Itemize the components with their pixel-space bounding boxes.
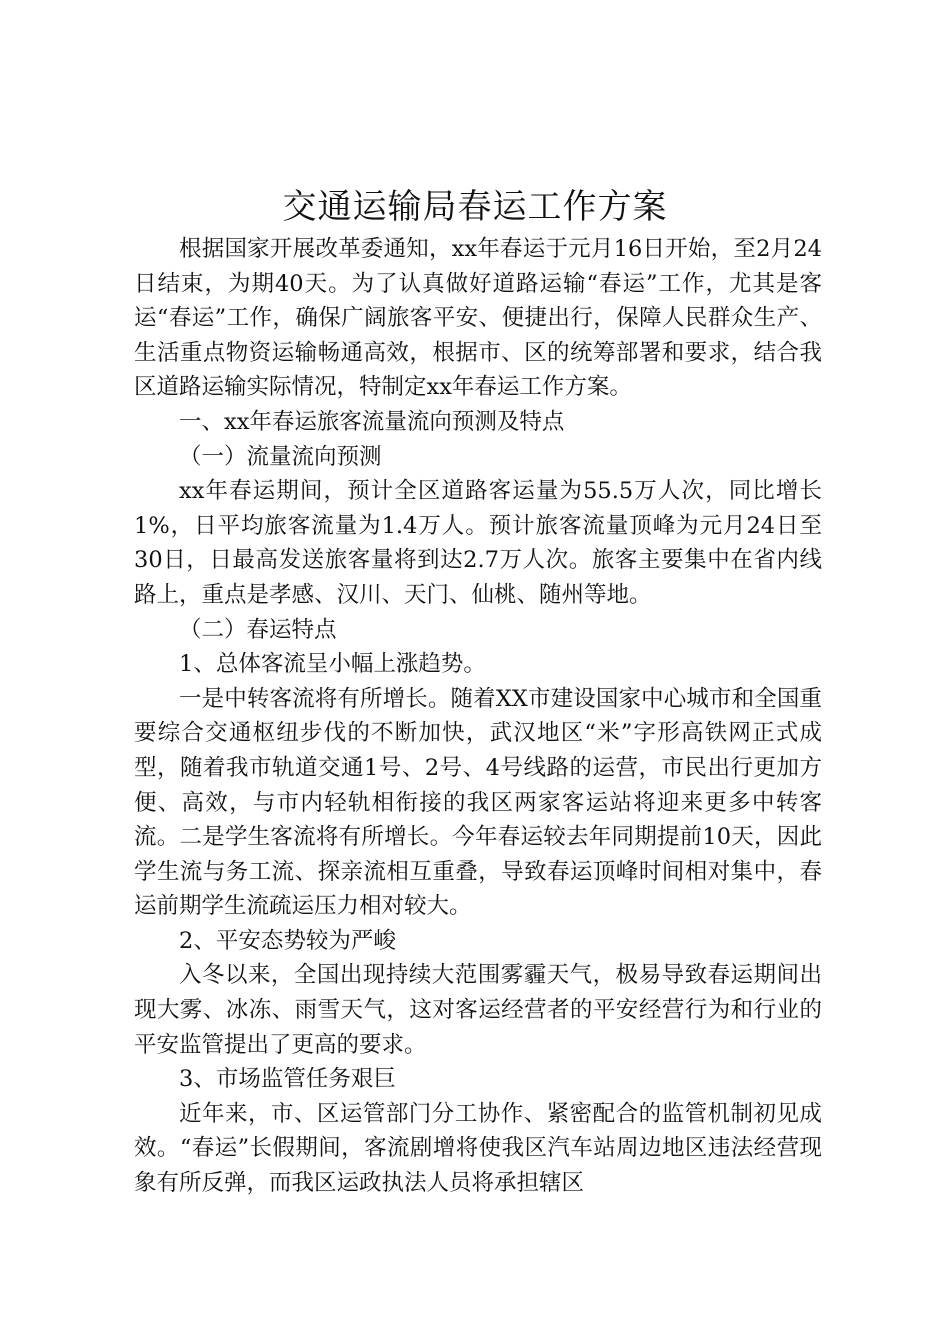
subsection-heading-forecast: （一）流量流向预测 xyxy=(179,443,382,470)
forecast-paragraph: xx年春运期间，预计全区道路客运量为55.5万人次，同比增长1%，日平均旅客流量为1.4万人。预计旅客流量顶峰为元月24日至30日，日最高发送旅客量将到达2.7万人次。旅客主要集中在省内线路上，重点是孝感、汉川、天门、仙桃、随州等地。 xyxy=(134,478,822,608)
subsection-heading-features: （二）春运特点 xyxy=(179,616,337,643)
document-body xyxy=(134,232,822,1201)
document-title: 交通运输局春运工作方案 xyxy=(282,187,668,227)
feature-paragraph-3: 近年来，市、区运管部门分工协作、紧密配合的监管机制初见成效。“春运”长假期间，客流剧增将使我区汽车站周边地区违法经营现象有所反弹，而我区运政执法人员将承担辖区 xyxy=(134,1100,822,1197)
feature-paragraph-1: 一是中转客流将有所增长。随着XX市建设国家中心城市和全国重要综合交通枢纽步伐的不断加快，武汉地区“米”字形高铁网正式成型，随着我市轨道交通1号、2号、4号线路的运营，市民出行更加方便、高效，与市内轻轨相衔接的我区两家客运站将迎来更多中转客流。二是学生客流将有所增长。今年春运较去年同期提前10天，因此学生流与务工流、探亲流相互重叠，导致春运顶峰时间相对集中，春运前期学生流疏运压力相对较大。 xyxy=(134,685,822,920)
section-heading-1: 一、xx年春运旅客流量流向预测及特点 xyxy=(179,408,565,435)
feature-heading-3: 3、市场监管任务艰巨 xyxy=(179,1066,396,1093)
feature-paragraph-2: 入冬以来，全国出现持续大范围雾霾天气，极易导致春运期间出现大雾、冰冻、雨雪天气，这对客运经营者的平安经营行为和行业的平安监管提出了更高的要求。 xyxy=(134,962,822,1058)
intro-paragraph: 根据国家开展改革委通知，xx年春运于元月16日开始，至2月24日结束，为期40天。为了认真做好道路运输“春运”工作，尤其是客运“春运”工作，确保广阔旅客平安、便捷出行，保障人民群众生产、生活重点物资运输畅通高效，根据市、区的统筹部署和要求，结合我区道路运输实际情况，特制定xx年春运工作方案。 xyxy=(134,236,822,401)
feature-heading-2: 2、平安态势较为严峻 xyxy=(179,927,396,954)
feature-heading-1: 1、总体客流呈小幅上涨趋势。 xyxy=(179,651,486,678)
